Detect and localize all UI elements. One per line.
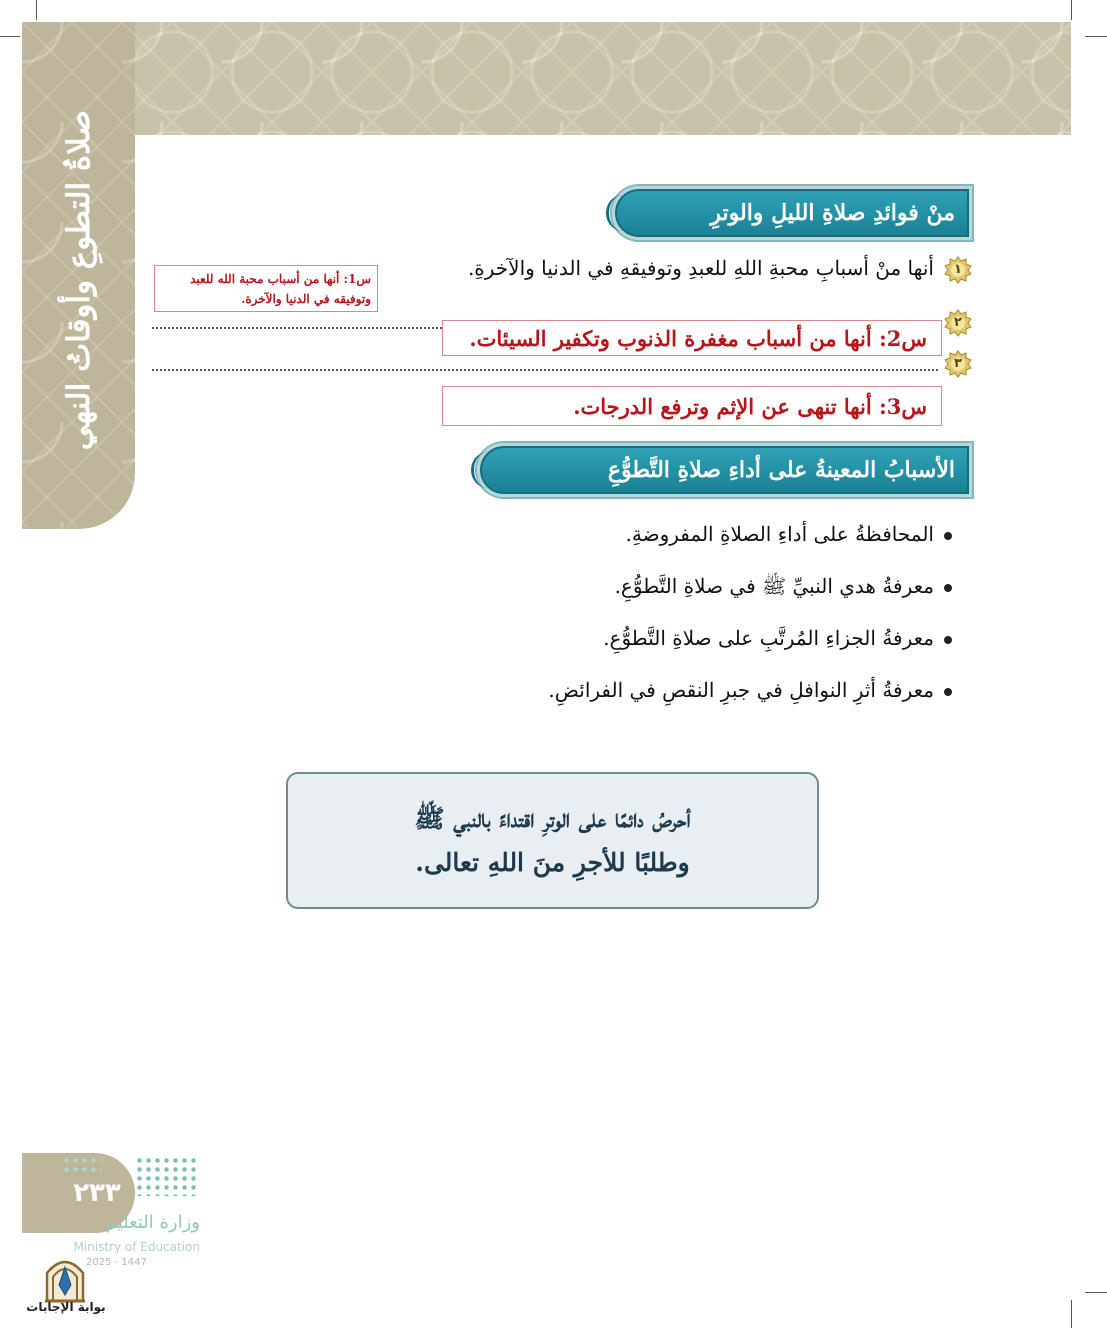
benefit-text-1: أنها منْ أسبابِ محبةِ اللهِ للعبدِ وتوفيقهِ في الدنيا والآخرةِ. xyxy=(467,256,934,280)
number-badge: ١ xyxy=(944,256,972,284)
list-item: معرفةُ الجزاءِ المُرتَّبِ على صلاةِ التَّطوُّعِ. xyxy=(392,620,952,672)
section-header-benefits xyxy=(612,186,972,240)
crop-mark xyxy=(36,0,37,20)
number-badge: ٣ xyxy=(944,350,972,378)
crop-mark xyxy=(1071,1300,1072,1328)
note-line-1: أحرصُ دائمًا على الوترِ اقتداءً بالنبي ﷺ xyxy=(414,803,691,833)
answer-box-1 xyxy=(154,265,378,312)
note-line-2: وطلبًا للأجرِ منَ اللهِ تعالى. xyxy=(415,847,690,877)
number-badge: ٢ xyxy=(944,309,972,337)
answers-gate-logo-icon xyxy=(43,1255,87,1303)
list-item: المحافظةُ على أداءِ الصلاةِ المفروضةِ. xyxy=(392,516,952,568)
aids-list xyxy=(392,516,952,724)
header-curl-ornament xyxy=(606,195,639,231)
bullet-icon xyxy=(944,636,952,644)
section-title: منْ فوائدِ صلاةِ الليلِ والوترِ xyxy=(710,200,955,226)
crop-mark xyxy=(0,36,20,37)
header-curl-ornament xyxy=(471,452,504,488)
chapter-title xyxy=(22,40,135,520)
answer-1-line-1: س1: أنها من أسباب محبة الله للعبد xyxy=(190,272,371,286)
section-title: الأسبابُ المعينةُ على أداءِ صلاةِ التَّطوُّعِ xyxy=(607,457,955,483)
page-number: ٢٣٣ xyxy=(73,1178,121,1208)
bullet-icon xyxy=(944,532,952,540)
answer-dotted-line xyxy=(152,369,938,371)
crop-mark xyxy=(1085,36,1107,37)
edition-year: 2025 - 1447 xyxy=(86,1257,147,1268)
bullet-icon xyxy=(944,584,952,592)
list-item: معرفةُ أثرِ النوافلِ في جبرِ النقصِ في الفرائضِ. xyxy=(392,672,952,724)
ministry-name-english: Ministry of Education xyxy=(73,1240,200,1254)
header-banner xyxy=(22,22,1071,135)
crop-mark xyxy=(1071,0,1072,20)
answer-1-line-2: وتوفيقه في الدنيا والآخرة. xyxy=(241,292,371,306)
answer-2-text: س2: أنها من أسباب مغفرة الذنوب وتكفير السيئات. xyxy=(469,325,927,351)
answer-3-text: س3: أنها تنهى عن الإثم وترفع الدرجات. xyxy=(573,393,927,419)
reminder-note-box xyxy=(286,772,819,909)
list-item: معرفةُ هدي النبيِّ ﷺ في صلاةِ التَّطوُّعِ. xyxy=(392,568,952,620)
bullet-icon xyxy=(944,688,952,696)
answers-gate-label: بوابة الإجابات xyxy=(26,1300,106,1314)
crop-mark xyxy=(1085,1292,1107,1293)
answer-box-3 xyxy=(442,386,942,426)
answer-box-2 xyxy=(442,320,942,356)
chapter-title-text: صلاةُ التطوعِ وأوقاتُ النهي xyxy=(60,109,97,451)
ministry-name-arabic: وزارة التعليم xyxy=(105,1212,200,1233)
section-header-aids xyxy=(477,443,972,497)
ministry-dot-pattern xyxy=(62,1156,102,1174)
ministry-dot-pattern xyxy=(135,1156,197,1196)
